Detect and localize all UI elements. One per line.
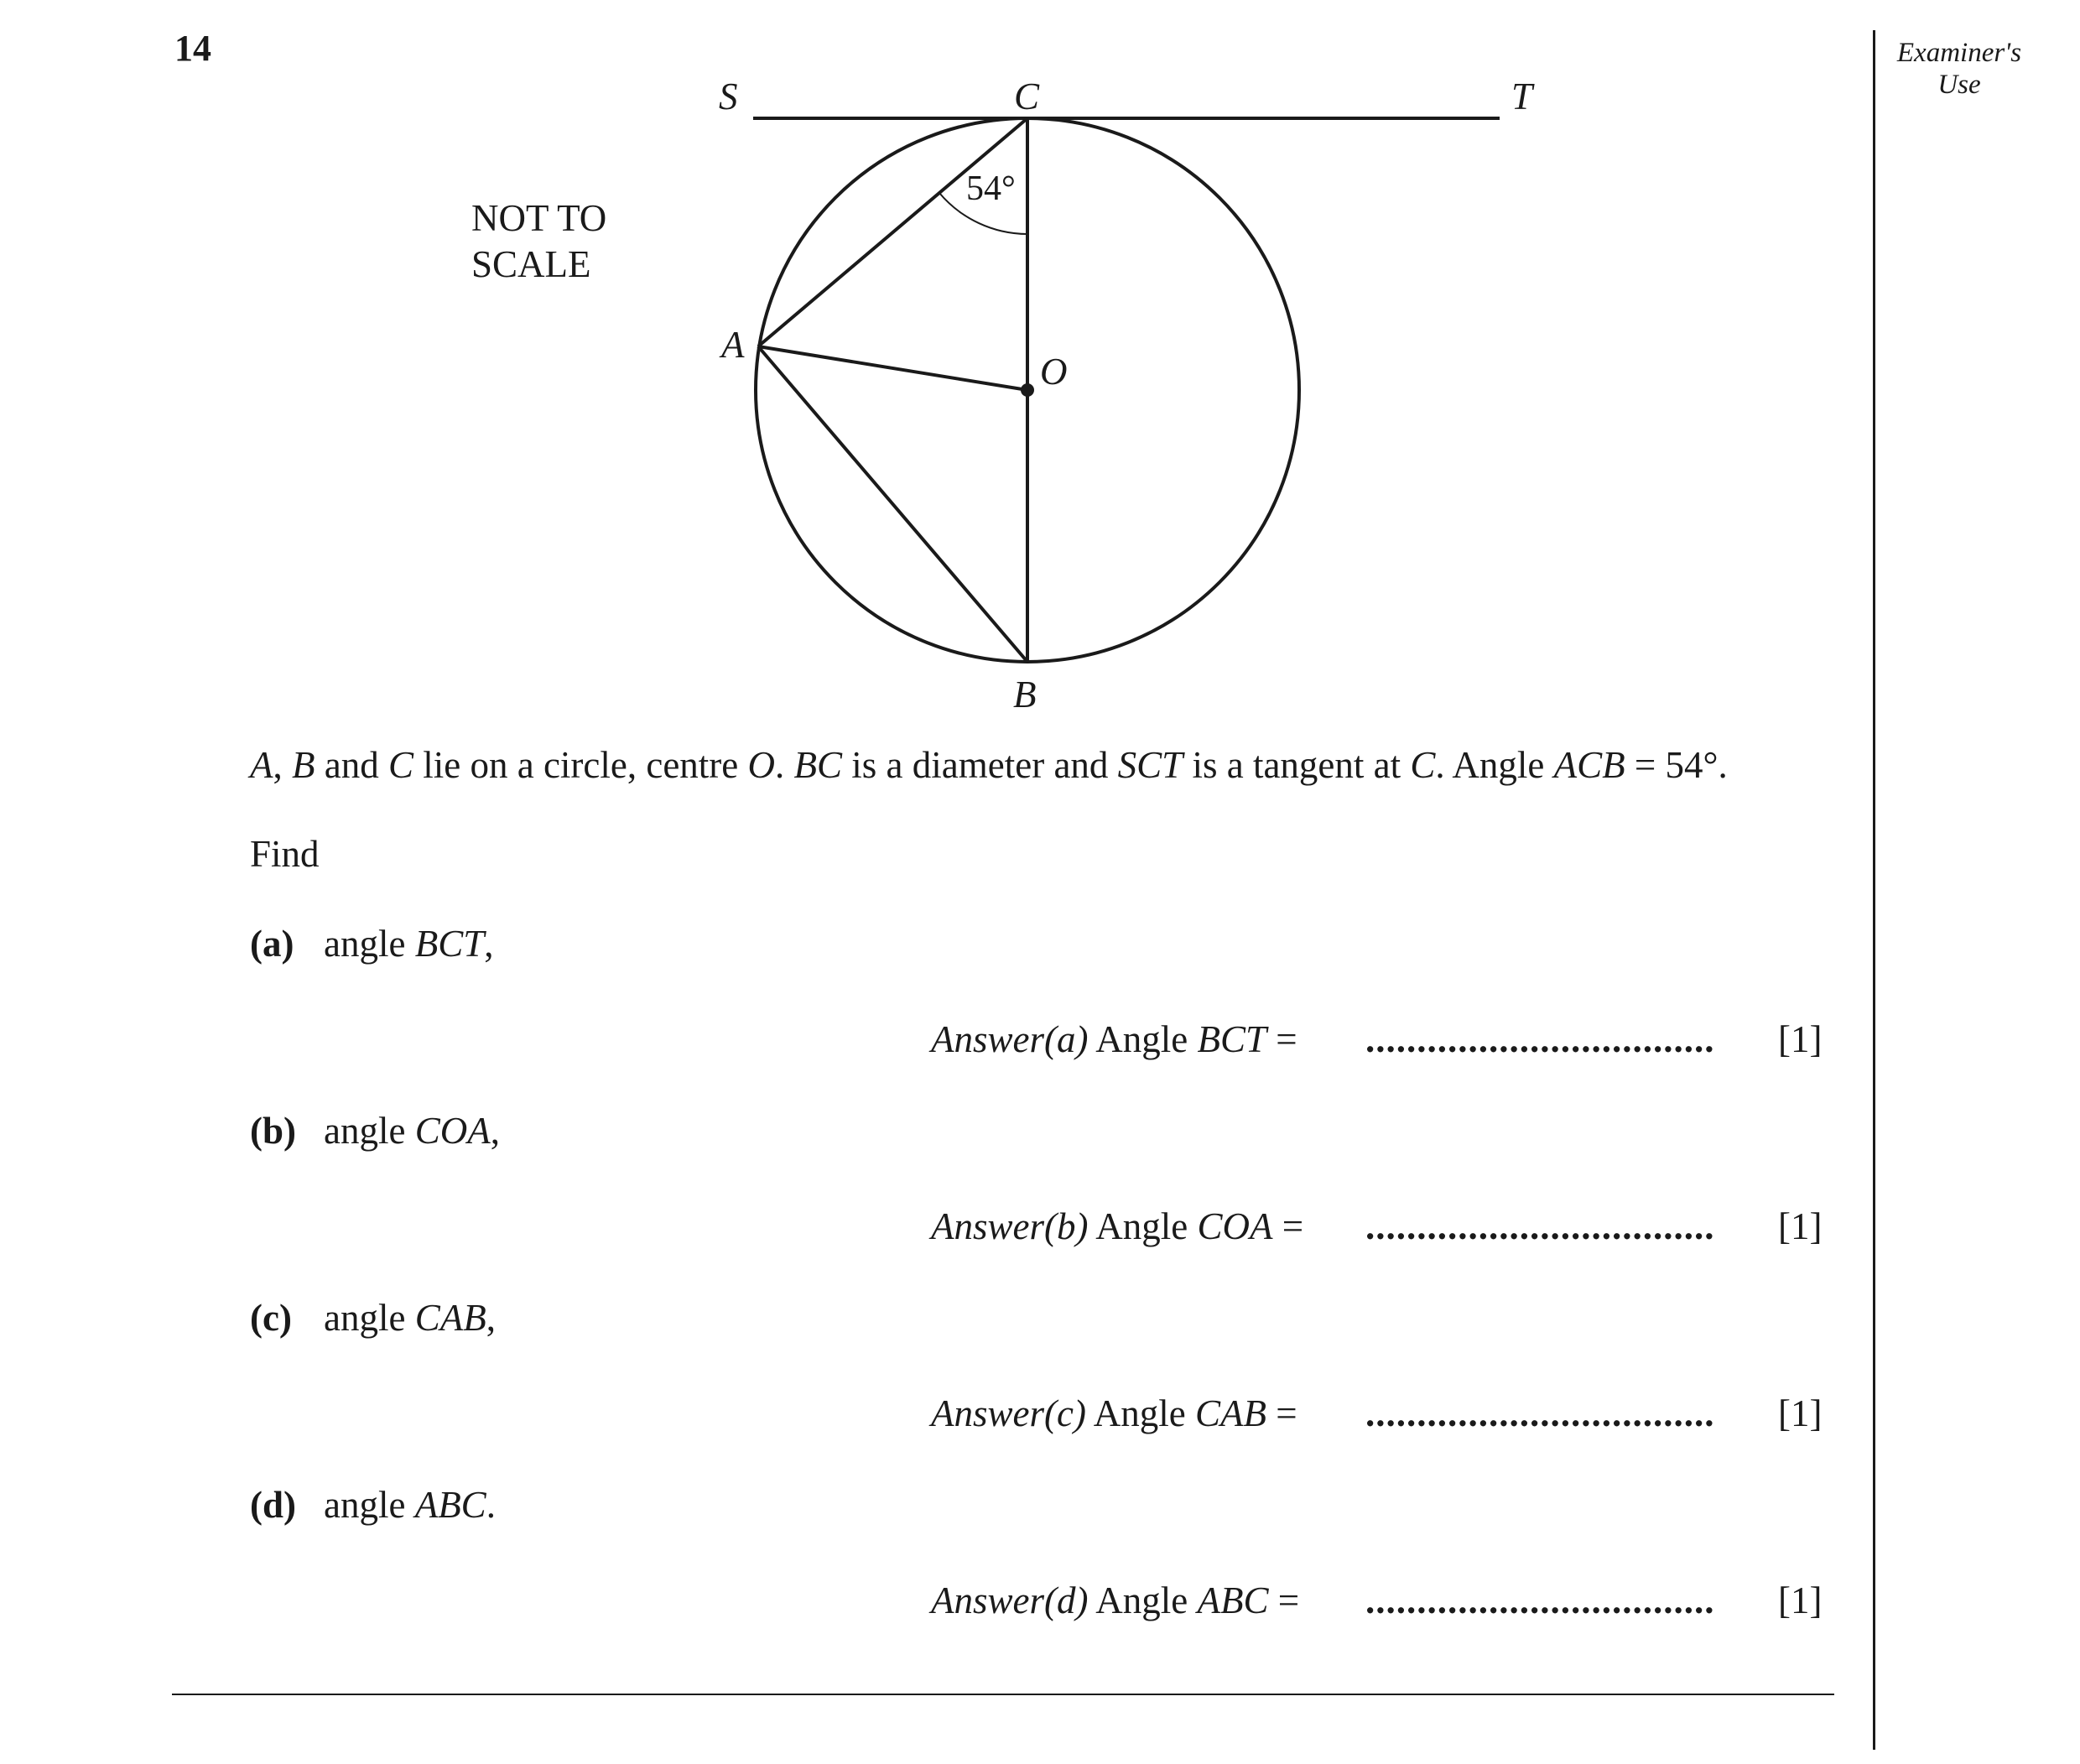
answer-c-field[interactable]: ..................................: [1365, 1392, 1715, 1434]
answer-b-label: Answer(b): [931, 1205, 1089, 1247]
stmt-angle: . Angle: [1435, 744, 1554, 786]
stmt-c2: C: [1410, 744, 1436, 786]
part-d-name: ABC: [414, 1484, 486, 1526]
part-a: [250, 922, 493, 965]
label-c: C: [1014, 75, 1040, 117]
part-d-text: angle: [324, 1484, 415, 1526]
circle-diagram: [0, 0, 1870, 738]
examiner-margin-line: [1873, 30, 1875, 1750]
radius-ao: [758, 346, 1027, 390]
mark-c: [1]: [1778, 1392, 1823, 1434]
answer-d-name: ABC: [1197, 1579, 1269, 1621]
stmt-tangent: is a tangent at: [1183, 744, 1411, 786]
stmt-b: B: [292, 744, 315, 786]
examiner-label-line2: Use: [1937, 70, 1981, 100]
part-b-end: ,: [490, 1110, 500, 1152]
part-c-text: angle: [324, 1297, 415, 1339]
label-s: S: [719, 75, 738, 117]
answer-a-prefix: [931, 1017, 1297, 1061]
answer-b-name: COA: [1197, 1205, 1273, 1247]
bottom-rule: [172, 1694, 1834, 1695]
label-o: O: [1040, 351, 1068, 393]
answer-a-eq: =: [1266, 1018, 1297, 1060]
part-c: [250, 1296, 496, 1340]
stmt-sct: SCT: [1117, 744, 1183, 786]
stmt-diameter: is a diameter and: [842, 744, 1118, 786]
stmt-bc: BC: [793, 744, 843, 786]
answer-a-field[interactable]: ..................................: [1365, 1018, 1715, 1060]
stmt-acb: ACB: [1553, 744, 1625, 786]
part-a-end: ,: [484, 923, 494, 965]
part-a-name: BCT: [414, 923, 485, 965]
stmt-and: and: [315, 744, 388, 786]
part-b-text: angle: [324, 1110, 415, 1152]
answer-b-eq: =: [1272, 1205, 1304, 1247]
part-c-name: CAB: [414, 1297, 486, 1339]
stmt-a: A: [250, 744, 273, 786]
answer-a-name: BCT: [1197, 1018, 1267, 1060]
answer-d-text: Angle: [1088, 1579, 1198, 1621]
stmt-value: = 54°.: [1625, 744, 1728, 786]
stmt-dot: .: [775, 744, 794, 786]
part-d-end: .: [486, 1484, 496, 1526]
answer-b-prefix: [931, 1205, 1303, 1248]
mark-d: [1]: [1778, 1579, 1823, 1621]
not-to-scale-line2: SCALE: [471, 243, 591, 285]
answer-b-field[interactable]: ..................................: [1365, 1205, 1715, 1247]
part-d: [250, 1483, 496, 1527]
answer-a-label: Answer(a): [931, 1018, 1089, 1060]
angle-label-54: 54°: [966, 169, 1016, 208]
answer-c-eq: =: [1266, 1392, 1297, 1434]
part-c-end: ,: [486, 1297, 496, 1339]
answer-b-text: Angle: [1088, 1205, 1198, 1247]
stmt-lie: lie on a circle, centre: [413, 744, 748, 786]
label-t: T: [1511, 75, 1533, 117]
answer-d-prefix: [931, 1579, 1299, 1622]
part-a-label: (a): [250, 923, 294, 965]
examiner-label-line1: Examiner's: [1896, 38, 2022, 68]
not-to-scale-line1: NOT TO: [471, 197, 607, 239]
label-b: B: [1013, 674, 1037, 715]
answer-a-text: Angle: [1088, 1018, 1198, 1060]
part-b-name: COA: [414, 1110, 491, 1152]
answer-c-name: CAB: [1194, 1392, 1266, 1434]
part-b-label: (b): [250, 1110, 296, 1152]
part-a-text: angle: [324, 923, 415, 965]
part-b: [250, 1109, 500, 1153]
answer-d-label: Answer(d): [931, 1579, 1089, 1621]
answer-d-eq: =: [1268, 1579, 1300, 1621]
find-label: Find: [250, 833, 320, 875]
answer-c-prefix: [931, 1392, 1297, 1435]
part-d-label: (d): [250, 1484, 296, 1526]
stmt-c: C: [387, 744, 413, 786]
mark-a: [1]: [1778, 1018, 1823, 1060]
question-number: 14: [174, 28, 211, 69]
examiner-use-box: [1875, 37, 2043, 101]
stmt-o: O: [747, 744, 776, 786]
answer-d-field[interactable]: ..................................: [1365, 1579, 1715, 1621]
mark-b: [1]: [1778, 1205, 1823, 1247]
answer-c-text: Angle: [1085, 1392, 1195, 1434]
answer-c-label: Answer(c): [931, 1392, 1086, 1434]
chord-ab: [758, 346, 1027, 662]
centre-point-o: [1021, 383, 1034, 397]
stmt-sep: ,: [273, 744, 292, 786]
part-c-label: (c): [250, 1297, 292, 1339]
label-a: A: [721, 324, 745, 366]
question-statement: [250, 743, 1728, 787]
